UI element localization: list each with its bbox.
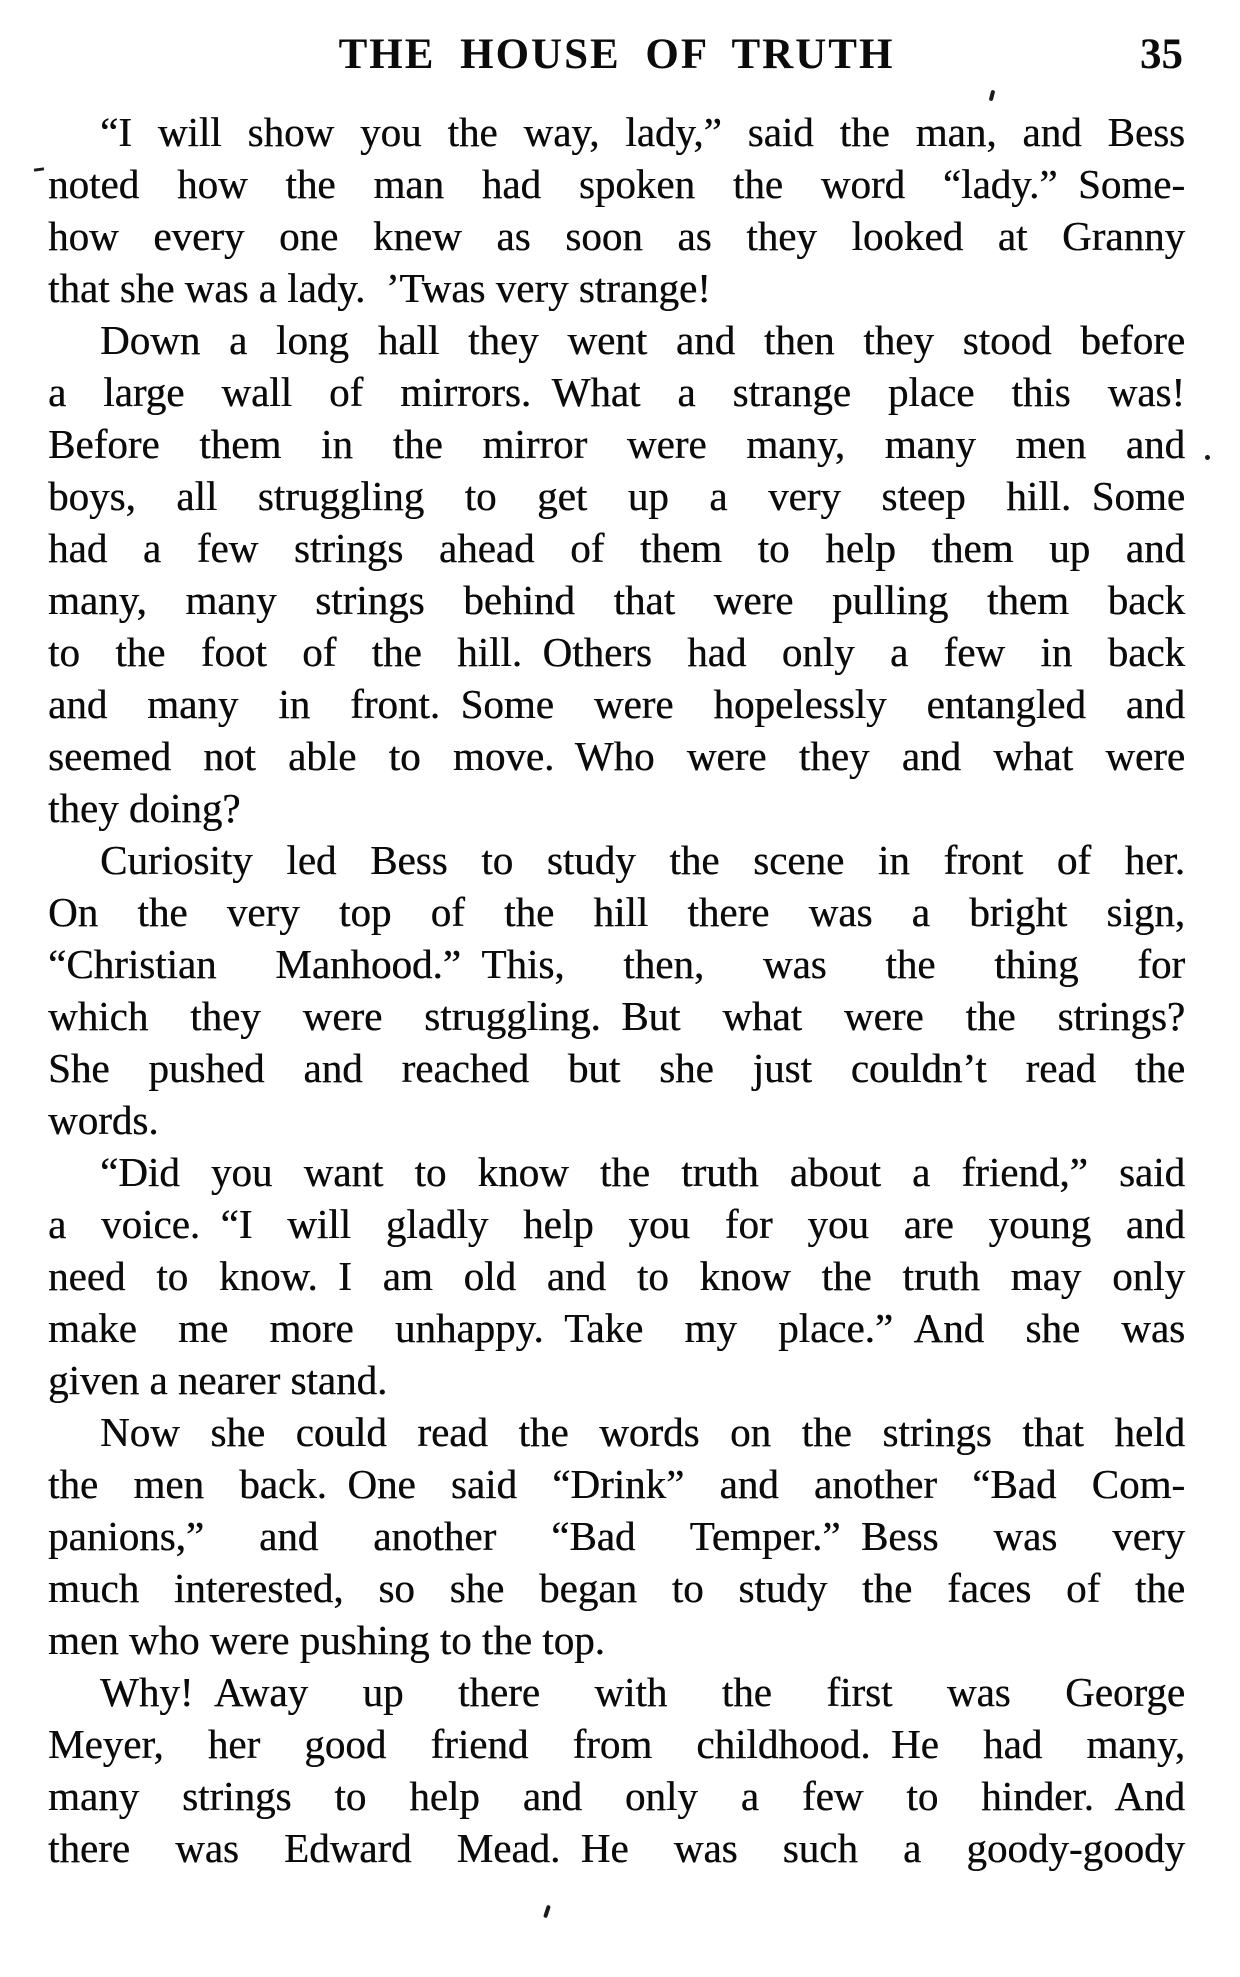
text-line: need to know. I am old and to know the truth may only	[48, 1253, 1185, 1299]
scan-speck	[543, 1905, 551, 1919]
text-line: and many in front. Some were hopelessly entangled and	[48, 681, 1185, 727]
paragraph	[48, 1666, 1185, 1874]
text-line: how every one knew as soon as they looked at Granny	[48, 213, 1185, 259]
text-line: they doing?	[48, 785, 241, 831]
body-text	[48, 106, 1185, 1874]
text-line: that she was a lady. ’Twas very strange!	[48, 265, 711, 311]
text-line: Down a long hall they went and then they stood before	[100, 317, 1185, 363]
text-line: which they were struggling. But what were the strings?	[48, 993, 1185, 1039]
text-line: “I will show you the way, lady,” said the man, and Bess	[100, 109, 1185, 155]
paragraph	[48, 314, 1185, 834]
text-line: men who were pushing to the top.	[48, 1617, 605, 1663]
paragraph	[48, 834, 1185, 1146]
scan-speck	[1205, 455, 1210, 460]
paragraph	[48, 1406, 1185, 1666]
text-line: much interested, so she began to study the faces of the	[48, 1565, 1185, 1611]
text-line: there was Edward Mead. He was such a goody-goody	[48, 1825, 1185, 1871]
text-line: make me more unhappy. Take my place.” And she was	[48, 1305, 1185, 1351]
page-number: 35	[1140, 31, 1183, 78]
text-line: panions,” and another “Bad Temper.” Bess was very	[48, 1513, 1185, 1559]
paragraph	[48, 1146, 1185, 1406]
text-line: had a few strings ahead of them to help them up and	[48, 525, 1185, 571]
text-line: Before them in the mirror were many, many men and	[48, 421, 1185, 467]
scan-speck	[34, 167, 44, 171]
text-line: words.	[48, 1097, 159, 1143]
paragraph	[48, 106, 1185, 314]
text-block	[48, 0, 1185, 1874]
text-line: On the very top of the hill there was a bright sign,	[48, 889, 1185, 935]
text-line: Why! Away up there with the first was George	[100, 1669, 1185, 1715]
text-line: “Christian Manhood.” This, then, was the thing for	[48, 941, 1185, 987]
text-line: many, many strings behind that were pulling them back	[48, 577, 1185, 623]
text-line: many strings to help and only a few to hinder. And	[48, 1773, 1185, 1819]
text-line: the men back. One said “Drink” and another “Bad Com-	[48, 1461, 1185, 1507]
running-header	[48, 30, 1185, 80]
text-line: Meyer, her good friend from childhood. He had many,	[48, 1721, 1185, 1767]
text-line: noted how the man had spoken the word “lady.” Some-	[48, 161, 1185, 207]
text-line: Curiosity led Bess to study the scene in front of her.	[100, 837, 1185, 883]
text-line: “Did you want to know the truth about a friend,” said	[100, 1149, 1185, 1195]
text-line: a large wall of mirrors. What a strange place this was!	[48, 369, 1185, 415]
text-line: boys, all struggling to get up a very steep hill. Some	[48, 473, 1185, 519]
page-title: THE HOUSE OF TRUTH	[338, 31, 895, 78]
text-line: seemed not able to move. Who were they and what were	[48, 733, 1185, 779]
text-line: given a nearer stand.	[48, 1357, 388, 1403]
text-line: to the foot of the hill. Others had only a few in back	[48, 629, 1185, 675]
text-line: She pushed and reached but she just couldn’t read the	[48, 1045, 1185, 1091]
text-line: a voice. “I will gladly help you for you are young and	[48, 1201, 1185, 1247]
text-line: Now she could read the words on the strings that held	[100, 1409, 1185, 1455]
